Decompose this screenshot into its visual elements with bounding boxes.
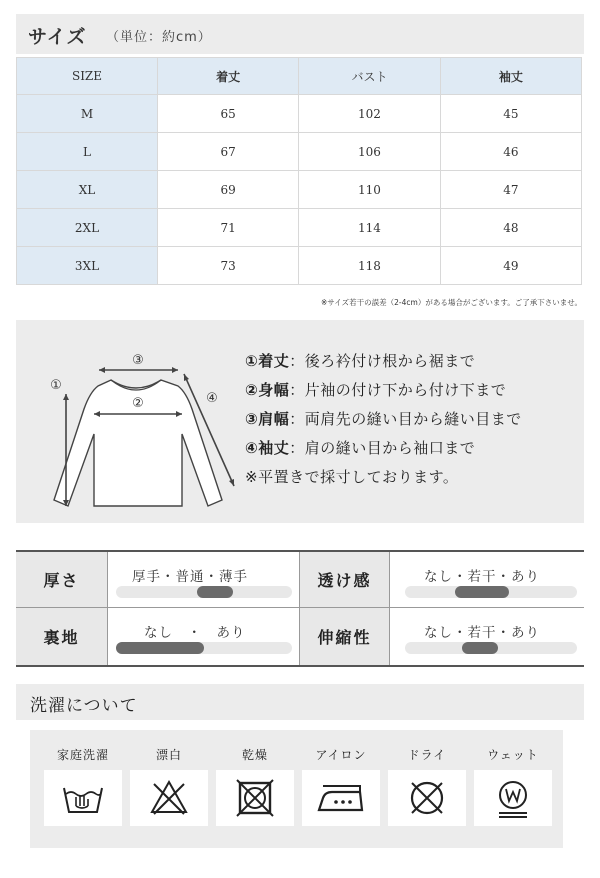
wash-label-wet: ウェット xyxy=(487,748,539,762)
size-label-cell: 3XL xyxy=(17,247,158,285)
measurement-panel xyxy=(16,320,584,523)
no-dry-clean-icon xyxy=(388,770,466,826)
size-label-cell: L xyxy=(17,133,158,171)
table-cell: 73 xyxy=(158,247,299,285)
wash-item-dry xyxy=(216,770,294,826)
marker-3: ③ xyxy=(132,353,144,368)
wash-title-bar xyxy=(16,684,584,720)
table-cell: 102 xyxy=(299,95,440,133)
size-label-cell: XL xyxy=(17,171,158,209)
table-cell: 118 xyxy=(299,247,440,285)
wash-item-wet xyxy=(474,770,552,826)
no-tumble-dry-icon xyxy=(216,770,294,826)
table-row xyxy=(17,209,582,247)
table-row xyxy=(17,171,582,209)
wash-section-title: 洗濯について xyxy=(30,696,138,716)
attr-level-indicator xyxy=(462,642,498,654)
attr-options-lining: なし ・ あり xyxy=(144,625,246,641)
attr-level-indicator xyxy=(455,586,509,598)
marker-1: ① xyxy=(50,378,62,393)
hand-wash-icon xyxy=(44,770,122,826)
col-header-sleeve: 袖丈 xyxy=(440,58,581,95)
attr-options-transparency: なし・若干・あり xyxy=(424,569,540,585)
wash-item-bleach xyxy=(130,770,208,826)
measure-line-chest: ②身幅：片袖の付け下から付け下まで xyxy=(245,381,507,399)
wash-label-dryclean: ドライ xyxy=(407,748,447,762)
table-cell: 49 xyxy=(440,247,581,285)
size-unit-label: （単位：約cm） xyxy=(106,30,212,45)
attr-level-indicator xyxy=(116,642,204,654)
no-bleach-icon xyxy=(130,770,208,826)
iron-icon xyxy=(302,770,380,826)
size-table-header-row xyxy=(17,58,582,95)
size-label-cell: 2XL xyxy=(17,209,158,247)
attr-level-indicator xyxy=(197,586,233,598)
wash-item-dryclean xyxy=(388,770,466,826)
shirt-measurement-diagram xyxy=(36,334,236,519)
attr-label-stretch: 伸縮性 xyxy=(300,608,389,665)
wash-label-home: 家庭洗濯 xyxy=(56,748,109,762)
fabric-attributes-grid xyxy=(16,550,584,667)
attr-label-lining: 裏地 xyxy=(16,608,107,665)
measure-line-shoulder: ③肩幅：両肩先の縫い目から縫い目まで xyxy=(245,410,522,428)
col-header-length: 着丈 xyxy=(158,58,299,95)
table-row xyxy=(17,247,582,285)
attr-options-thickness: 厚手・普通・薄手 xyxy=(132,569,248,585)
size-table xyxy=(16,57,582,285)
wash-label-iron: アイロン xyxy=(315,748,367,762)
table-row xyxy=(17,95,582,133)
attr-label-transparency: 透け感 xyxy=(300,552,389,607)
table-row xyxy=(17,133,582,171)
wash-label-dry: 乾燥 xyxy=(241,748,268,762)
table-cell: 45 xyxy=(440,95,581,133)
measure-line-length: ①着丈：後ろ衿付け根から裾まで xyxy=(245,352,476,370)
size-title-bar xyxy=(16,14,584,54)
table-cell: 69 xyxy=(158,171,299,209)
col-header-size: SIZE xyxy=(17,58,158,95)
size-section-title: サイズ xyxy=(28,26,87,48)
table-cell: 48 xyxy=(440,209,581,247)
marker-4: ④ xyxy=(206,391,218,406)
table-cell: 47 xyxy=(440,171,581,209)
wash-label-bleach: 漂白 xyxy=(155,748,182,762)
table-cell: 110 xyxy=(299,171,440,209)
attr-label-thickness: 厚さ xyxy=(16,552,107,607)
table-cell: 65 xyxy=(158,95,299,133)
size-tolerance-note: ※サイズ若干の誤差（2-4cm）がある場合がございます。ご了承下さいませ。 xyxy=(320,298,582,307)
col-header-bust: バスト xyxy=(299,58,440,95)
wet-clean-icon xyxy=(474,770,552,826)
table-cell: 114 xyxy=(299,209,440,247)
wash-item-iron xyxy=(302,770,380,826)
wash-item-home xyxy=(44,770,122,826)
table-cell: 46 xyxy=(440,133,581,171)
marker-2: ② xyxy=(132,396,144,411)
table-cell: 106 xyxy=(299,133,440,171)
wash-care-panel xyxy=(30,730,563,848)
measure-line-sleeve: ④袖丈：肩の縫い目から袖口まで xyxy=(245,439,476,457)
attr-options-stretch: なし・若干・あり xyxy=(424,625,540,641)
size-label-cell: M xyxy=(17,95,158,133)
table-cell: 71 xyxy=(158,209,299,247)
measure-footnote: ※平置きで採寸しております。 xyxy=(245,468,459,486)
table-cell: 67 xyxy=(158,133,299,171)
